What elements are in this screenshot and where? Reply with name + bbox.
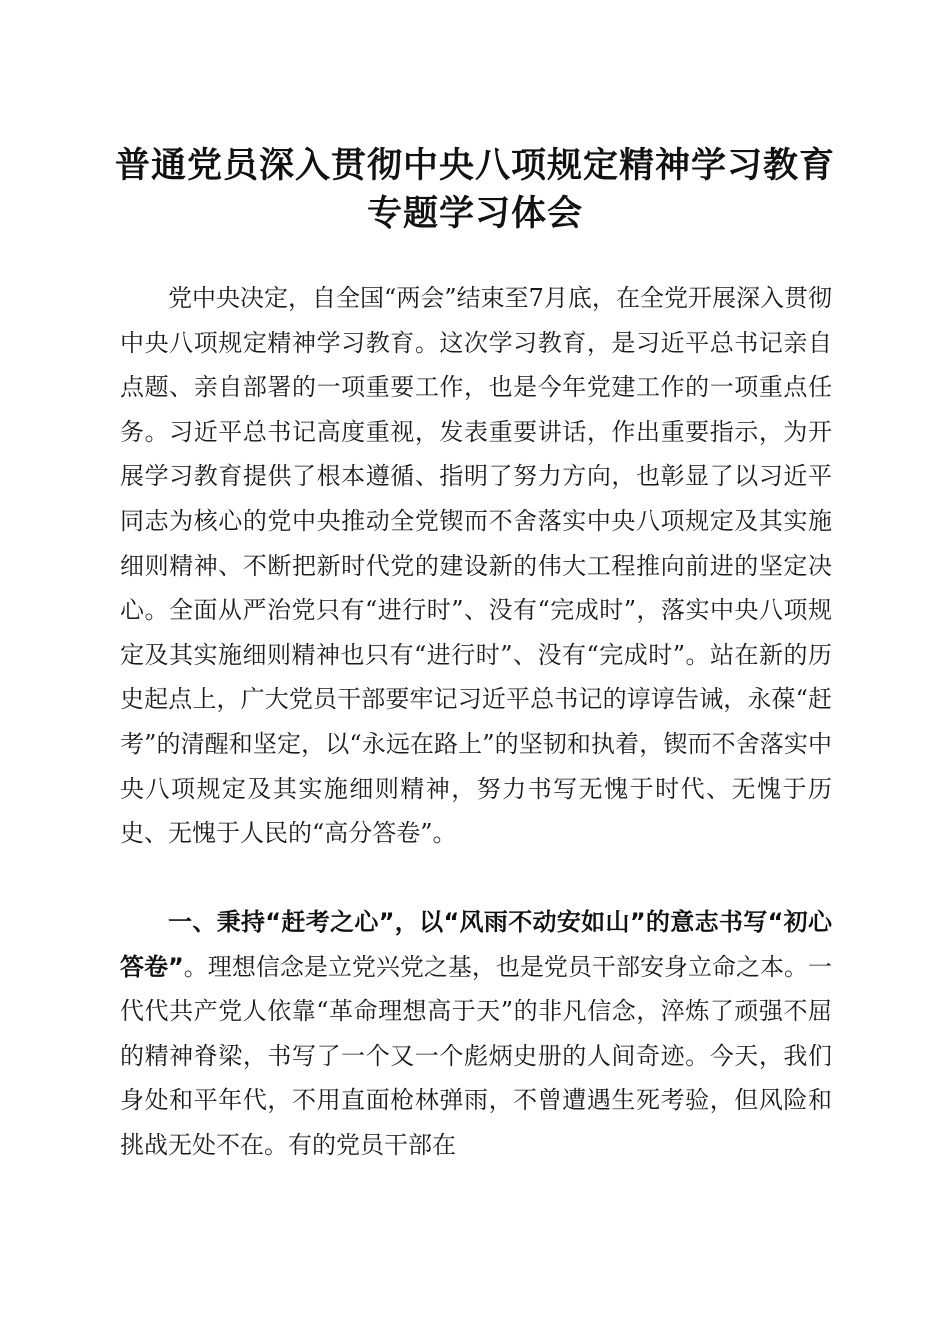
- section-1-paragraph: [120, 900, 832, 1168]
- section-1-body: 。理想信念是立党兴党之基，也是党员干部安身立命之本。一代代共产党人依靠“革命理想高于天”的非凡信念，淬炼了顽强不屈的精神脊梁，书写了一个又一个彪炳史册的人间奇迹。今天，我们身处和平年代，不用直面枪林弹雨，不曾遭遇生死考验，但风险和挑战无处不在。有的党员干部在: [120, 952, 832, 1159]
- intro-paragraph: 党中央决定，自全国“两会”结束至7月底，在全党开展深入贯彻中央八项规定精神学习教育。这次学习教育，是习近平总书记亲自点题、亲自部署的一项重要工作，也是今年党建工作的一项重点任务。习近平总书记高度重视，发表重要讲话，作出重要指示，为开展学习教育提供了根本遵循、指明了努力方向，也彰显了以习近平同志为核心的党中央推动全党锲而不舍落实中央八项规定及其实施细则精神、不断把新时代党的建设新的伟大工程推向前进的坚定决心。全面从严治党只有“进行时”、没有“完成时”，落实中央八项规定及其实施细则精神也只有“进行时”、没有“完成时”。站在新的历史起点上，广大党员干部要牢记习近平总书记的谆谆告诫，永葆“赶考”的清醒和坚定，以“永远在路上”的坚韧和执着，锲而不舍落实中央八项规定及其实施细则精神，努力书写无愧于时代、无愧于历史、无愧于人民的“高分答卷”。: [120, 284, 832, 848]
- section-1-heading: 一、秉持“赶考之心”，以“风雨不动安如山”的意志书写“初心答卷”: [120, 908, 832, 981]
- document-title-line-2: 专题学习体会: [366, 193, 583, 234]
- document-title-line-1: 普通党员深入贯彻中央八项规定精神学习教育: [114, 145, 835, 186]
